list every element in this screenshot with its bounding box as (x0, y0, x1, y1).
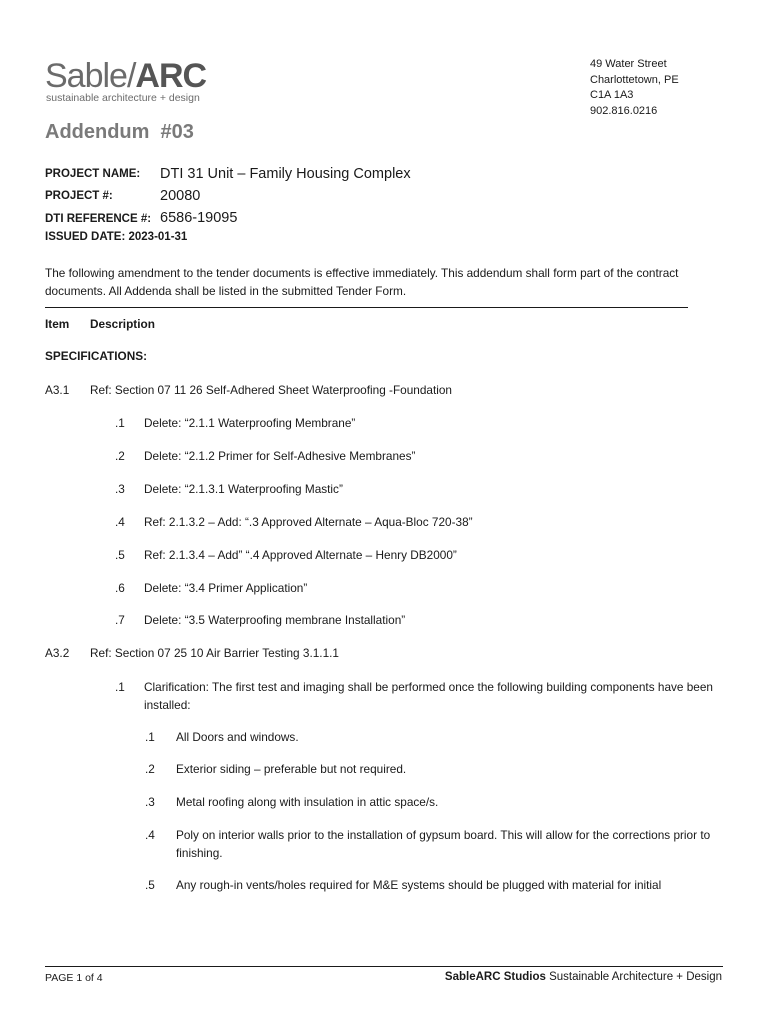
logo-arc-text: ARC (135, 57, 207, 95)
subitem-text: Ref: 2.1.3.2 – Add: “.3 Approved Alternate – Aqua-Bloc 720-38” (144, 515, 473, 529)
nested-item-number: .1 (145, 730, 155, 744)
subitem-number: .7 (115, 613, 125, 627)
document-title: Addendum #03 (45, 121, 194, 143)
nested-item-text: All Doors and windows. (176, 730, 299, 744)
address-line-3: C1A 1A3 (590, 89, 634, 101)
logo-tagline: sustainable architecture + design (46, 92, 200, 104)
subitem-number: .2 (115, 449, 125, 463)
subitem-number: .1 (115, 416, 125, 430)
nested-item-number: .2 (145, 762, 155, 776)
page-number: PAGE 1 of 4 (45, 972, 103, 984)
nested-item-text: Poly on interior walls prior to the installation of gypsum board. This will allow for the corrections prior to finishing. (176, 828, 711, 860)
specifications-heading: SPECIFICATIONS: (45, 349, 148, 363)
item-number: A3.2 (45, 646, 70, 660)
subitem-number: .5 (115, 548, 125, 562)
clarification-text: Clarification: The first test and imaging shall be performed once the following building components have been installed: (144, 680, 713, 712)
project-number-label: PROJECT #: (45, 190, 113, 202)
address-phone: 902.816.0216 (590, 104, 658, 117)
subitem-number: .1 (115, 680, 125, 694)
project-number-value: 20080 (160, 188, 201, 204)
subitem-text: Delete: “2.1.1 Waterproofing Membrane” (144, 416, 356, 430)
project-name-label: PROJECT NAME: (45, 168, 141, 180)
footer-company-name: SableARC Studios (444, 971, 546, 983)
dti-reference-value: 6586-19095 (160, 210, 238, 226)
company-logo (45, 58, 206, 94)
subitem-number: .6 (115, 581, 125, 595)
item-reference: Ref: Section 07 25 10 Air Barrier Testing 3.1.1.1 (90, 646, 339, 660)
subitem-text: Ref: 2.1.3.4 – Add” “.4 Approved Alternate – Henry DB2000” (144, 548, 457, 562)
nested-item-text: Metal roofing along with insulation in attic space/s. (176, 795, 439, 809)
subitem-number: .4 (115, 515, 125, 529)
company-address (590, 57, 679, 119)
item-number: A3.1 (45, 383, 70, 397)
project-name-value: DTI 31 Unit – Family Housing Complex (160, 166, 411, 182)
footer-company (445, 971, 722, 983)
address-line-1: 49 Water Street (590, 58, 667, 70)
header-divider (45, 307, 688, 308)
subitem-text: Delete: “3.4 Primer Application” (144, 581, 308, 595)
issued-date: ISSUED DATE: 2023-01-31 (45, 231, 188, 243)
description-column-header: Description (90, 317, 155, 331)
footer-divider (45, 966, 723, 967)
subitem-text: Delete: “2.1.3.1 Waterproofing Mastic” (144, 482, 343, 496)
nested-item-text: Exterior siding – preferable but not required. (176, 762, 407, 776)
intro-paragraph: The following amendment to the tender documents is effective immediately. This addendum shall form part of the contract documents. All Addenda shall be listed in the submitted Tender Form. (45, 266, 679, 298)
subitem-text: Delete: “3.5 Waterproofing membrane Installation” (144, 613, 406, 627)
address-line-2: Charlottetown, PE (590, 73, 679, 86)
subitem-text: Delete: “2.1.2 Primer for Self-Adhesive Membranes” (144, 449, 416, 463)
nested-item-number: .3 (145, 795, 155, 809)
footer-tagline: Sustainable Architecture + Design (545, 971, 722, 983)
item-column-header: Item (45, 317, 70, 331)
subitem-number: .3 (115, 482, 125, 496)
item-reference: Ref: Section 07 11 26 Self-Adhered Sheet Waterproofing -Foundation (90, 383, 452, 397)
nested-item-text: Any rough-in vents/holes required for M&E systems should be plugged with material for initial (176, 878, 662, 892)
logo-slash: / (126, 57, 136, 95)
dti-reference-label: DTI REFERENCE #: (45, 213, 152, 225)
nested-item-number: .5 (145, 878, 155, 892)
logo-sable-text: Sable (45, 57, 127, 95)
nested-item-number: .4 (145, 828, 155, 842)
